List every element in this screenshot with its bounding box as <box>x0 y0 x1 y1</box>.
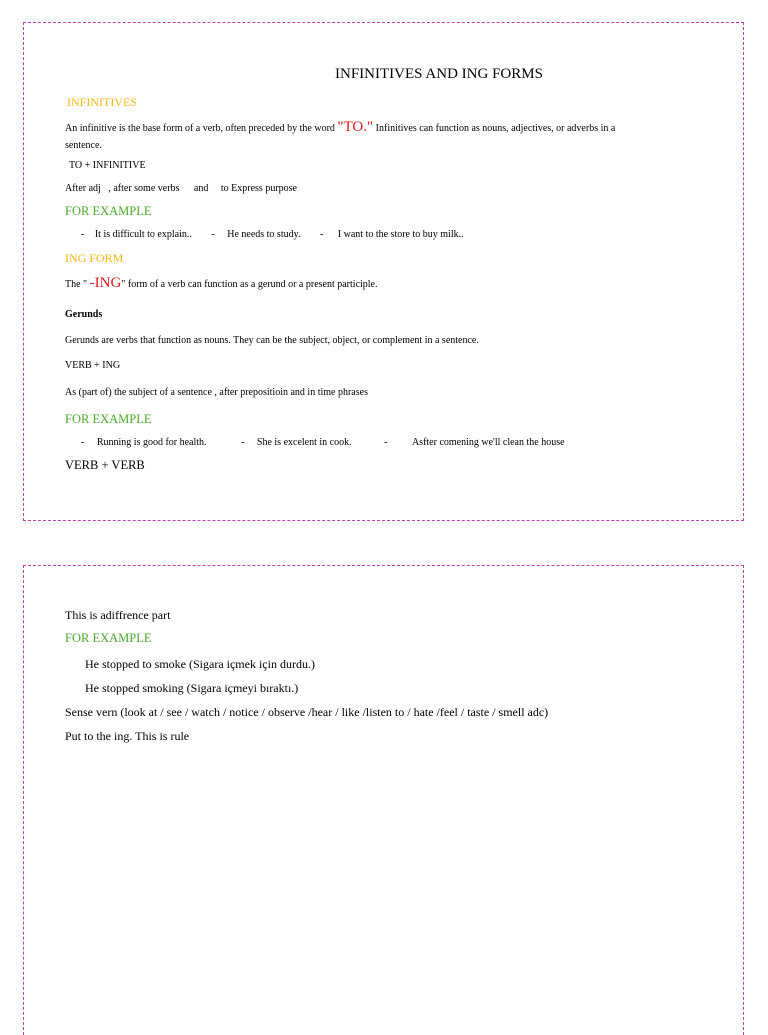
example-dash: - <box>211 229 215 240</box>
rule-text: Put to the ing. This is rule <box>65 729 190 743</box>
to-highlight: "TO." <box>337 119 374 135</box>
to-infinitive-formula: TO + INFINITIVE <box>69 160 146 171</box>
page-title: INFINITIVES AND ING FORMS <box>335 66 543 82</box>
gerund-usage: As (part of) the subject of a sentence , after prepositioin and in time phrases <box>65 387 368 398</box>
for-example-heading-2: FOR EXAMPLE <box>65 412 152 426</box>
example-item: He needs to study. <box>227 229 301 240</box>
sense-verbs-list: Sense vern (look at / see / watch / notice / observe /hear / like /listen to / hate /feel / taste / smell adc) <box>65 705 549 719</box>
ing-definition-pre: The " <box>65 279 90 290</box>
usage-purpose: to Express purpose <box>220 183 297 194</box>
usage-and: and <box>193 183 209 194</box>
for-example-heading-1: FOR EXAMPLE <box>65 204 152 218</box>
gerunds-definition: Gerunds are verbs that function as nouns. They can be the subject, object, or complement in a sentence. <box>65 335 479 346</box>
document-page-1 <box>23 22 744 521</box>
example-dash: - <box>81 437 85 448</box>
infinitives-heading: INFINITIVES <box>67 95 137 109</box>
infinitive-usage <box>65 183 297 195</box>
example-item: It is difficult to explain.. <box>94 229 192 240</box>
ing-definition-post: " form of a verb can function as a gerund or a present participle. <box>121 279 378 290</box>
verb-ing-formula: VERB + ING <box>65 360 121 371</box>
example-stopped-to-smoke: He stopped to smoke (Sigara içmek için durdu.) <box>85 657 315 671</box>
example-dash: - <box>81 229 85 240</box>
for-example-heading-3: FOR EXAMPLE <box>65 631 152 645</box>
usage-after-verbs: , after some verbs <box>108 183 180 194</box>
example-row-2 <box>81 437 565 449</box>
example-dash: - <box>319 229 324 240</box>
verb-verb-formula: VERB + VERB <box>65 458 145 472</box>
example-row-1 <box>81 229 464 241</box>
example-item: Asfter comening we'll clean the house <box>411 437 565 448</box>
infinitive-definition-line2: sentence. <box>65 140 102 151</box>
example-dash: - <box>384 437 388 448</box>
difference-intro: This is adiffrence part <box>65 608 171 622</box>
document-page-2 <box>23 565 744 1035</box>
example-item: I want to the store to buy milk.. <box>337 229 464 240</box>
example-stopped-smoking: He stopped smoking (Sigara içmeyi bıraktı.) <box>85 681 299 695</box>
example-item: She is excelent in cook. <box>256 437 352 448</box>
infinitive-definition <box>65 121 615 135</box>
gerunds-heading: Gerunds <box>65 309 103 320</box>
ing-definition <box>65 277 378 291</box>
example-dash: - <box>241 437 245 448</box>
ing-form-heading: ING FORM <box>65 251 124 265</box>
usage-after-adj: After adj <box>65 183 101 194</box>
infinitive-definition-part2: Infinitives can function as nouns, adjectives, or adverbs in a <box>373 123 616 134</box>
infinitive-definition-part1: An infinitive is the base form of a verb, often preceded by the word <box>65 123 338 134</box>
ing-highlight: -ING <box>89 275 122 291</box>
example-item: Running is good for health. <box>96 437 207 448</box>
